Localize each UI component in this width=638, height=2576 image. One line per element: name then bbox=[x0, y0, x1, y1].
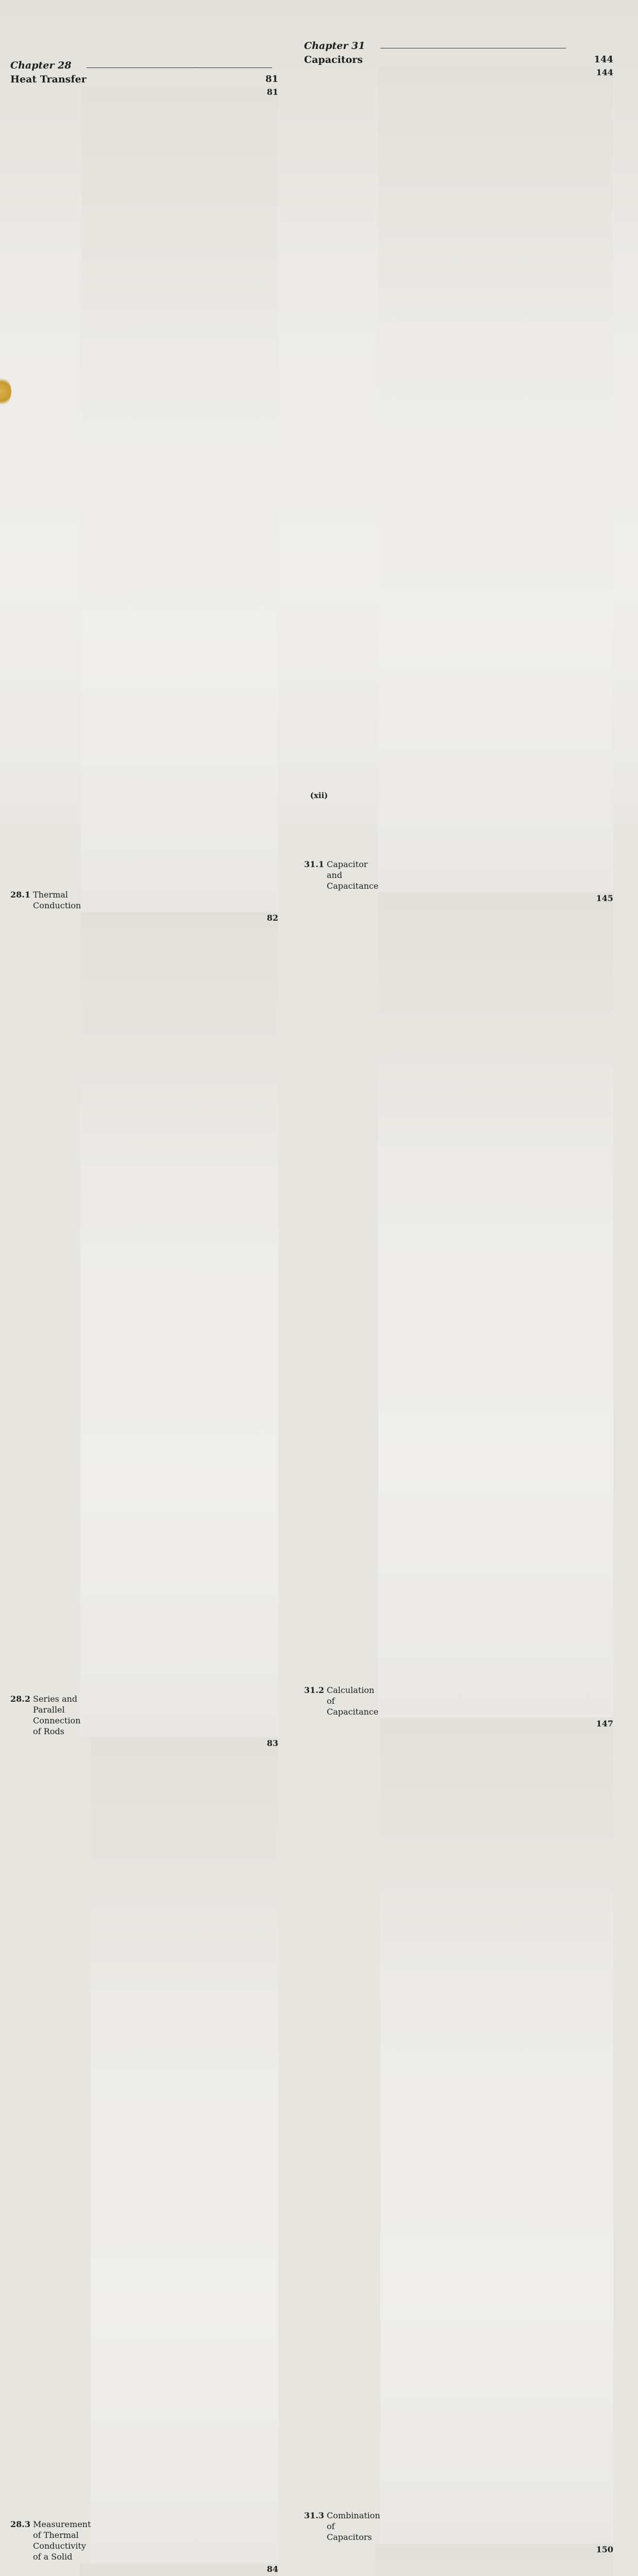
section-page-number: 82 bbox=[80, 912, 278, 1737]
section-page-number: 144 bbox=[378, 67, 613, 891]
section-number: 28.2 bbox=[10, 1693, 33, 1737]
toc-section-entry bbox=[10, 2564, 278, 2576]
toc-section-entry bbox=[304, 893, 613, 1717]
section-page-number: 83 bbox=[91, 1738, 278, 2562]
section-title: Series and Parallel Connection of Rods bbox=[33, 1693, 80, 1737]
chapter-title-row bbox=[304, 54, 613, 66]
chapter-title-row bbox=[10, 73, 278, 86]
chapter-page-number: 81 bbox=[265, 73, 278, 86]
chapter-title: Capacitors bbox=[304, 54, 363, 66]
toc-section-entry bbox=[10, 1738, 278, 2562]
toc-left-column bbox=[10, 58, 278, 2576]
binding-mark bbox=[0, 377, 11, 406]
section-page-number: 147 bbox=[380, 1718, 613, 2543]
chapter-heading bbox=[10, 58, 278, 71]
chapter-label: Chapter 31 bbox=[304, 40, 365, 52]
section-page-number: 81 bbox=[81, 87, 278, 911]
section-title: Measurement of Thermal Conductivity of a Solid bbox=[33, 2519, 91, 2562]
toc-section-entry bbox=[304, 2544, 613, 2576]
section-title: Combination of Capacitors bbox=[327, 2510, 380, 2543]
section-title: Calculation of Capacitance bbox=[327, 1685, 378, 1717]
chapter-block bbox=[304, 38, 613, 2576]
toc-section-entry bbox=[304, 1718, 613, 2543]
section-page-number: 84 bbox=[80, 2564, 278, 2576]
chapter-heading bbox=[304, 38, 613, 52]
chapter-page-number: 144 bbox=[594, 54, 613, 66]
toc-section-entry bbox=[10, 87, 278, 911]
chapter-rule bbox=[87, 67, 272, 68]
chapter-label: Chapter 28 bbox=[10, 60, 71, 71]
section-number: 31.2 bbox=[304, 1685, 327, 1717]
toc-section-entry bbox=[10, 912, 278, 1737]
section-number: 28.1 bbox=[10, 889, 33, 911]
section-title: Thermal Conduction bbox=[33, 889, 81, 911]
chapter-title: Heat Transfer bbox=[10, 73, 87, 86]
chapter-block bbox=[10, 58, 278, 2576]
section-number: 28.3 bbox=[10, 2519, 33, 2562]
toc-page bbox=[0, 0, 638, 824]
toc-section-entry bbox=[304, 67, 613, 891]
toc-right-column bbox=[304, 38, 613, 2576]
section-page-number: 145 bbox=[378, 893, 613, 1717]
section-number: 31.1 bbox=[304, 859, 327, 891]
page-number: (xii) bbox=[0, 791, 638, 800]
section-number: 31.3 bbox=[304, 2510, 327, 2543]
section-title: Capacitor and Capacitance bbox=[327, 859, 378, 891]
section-page-number: 150 bbox=[375, 2544, 613, 2576]
